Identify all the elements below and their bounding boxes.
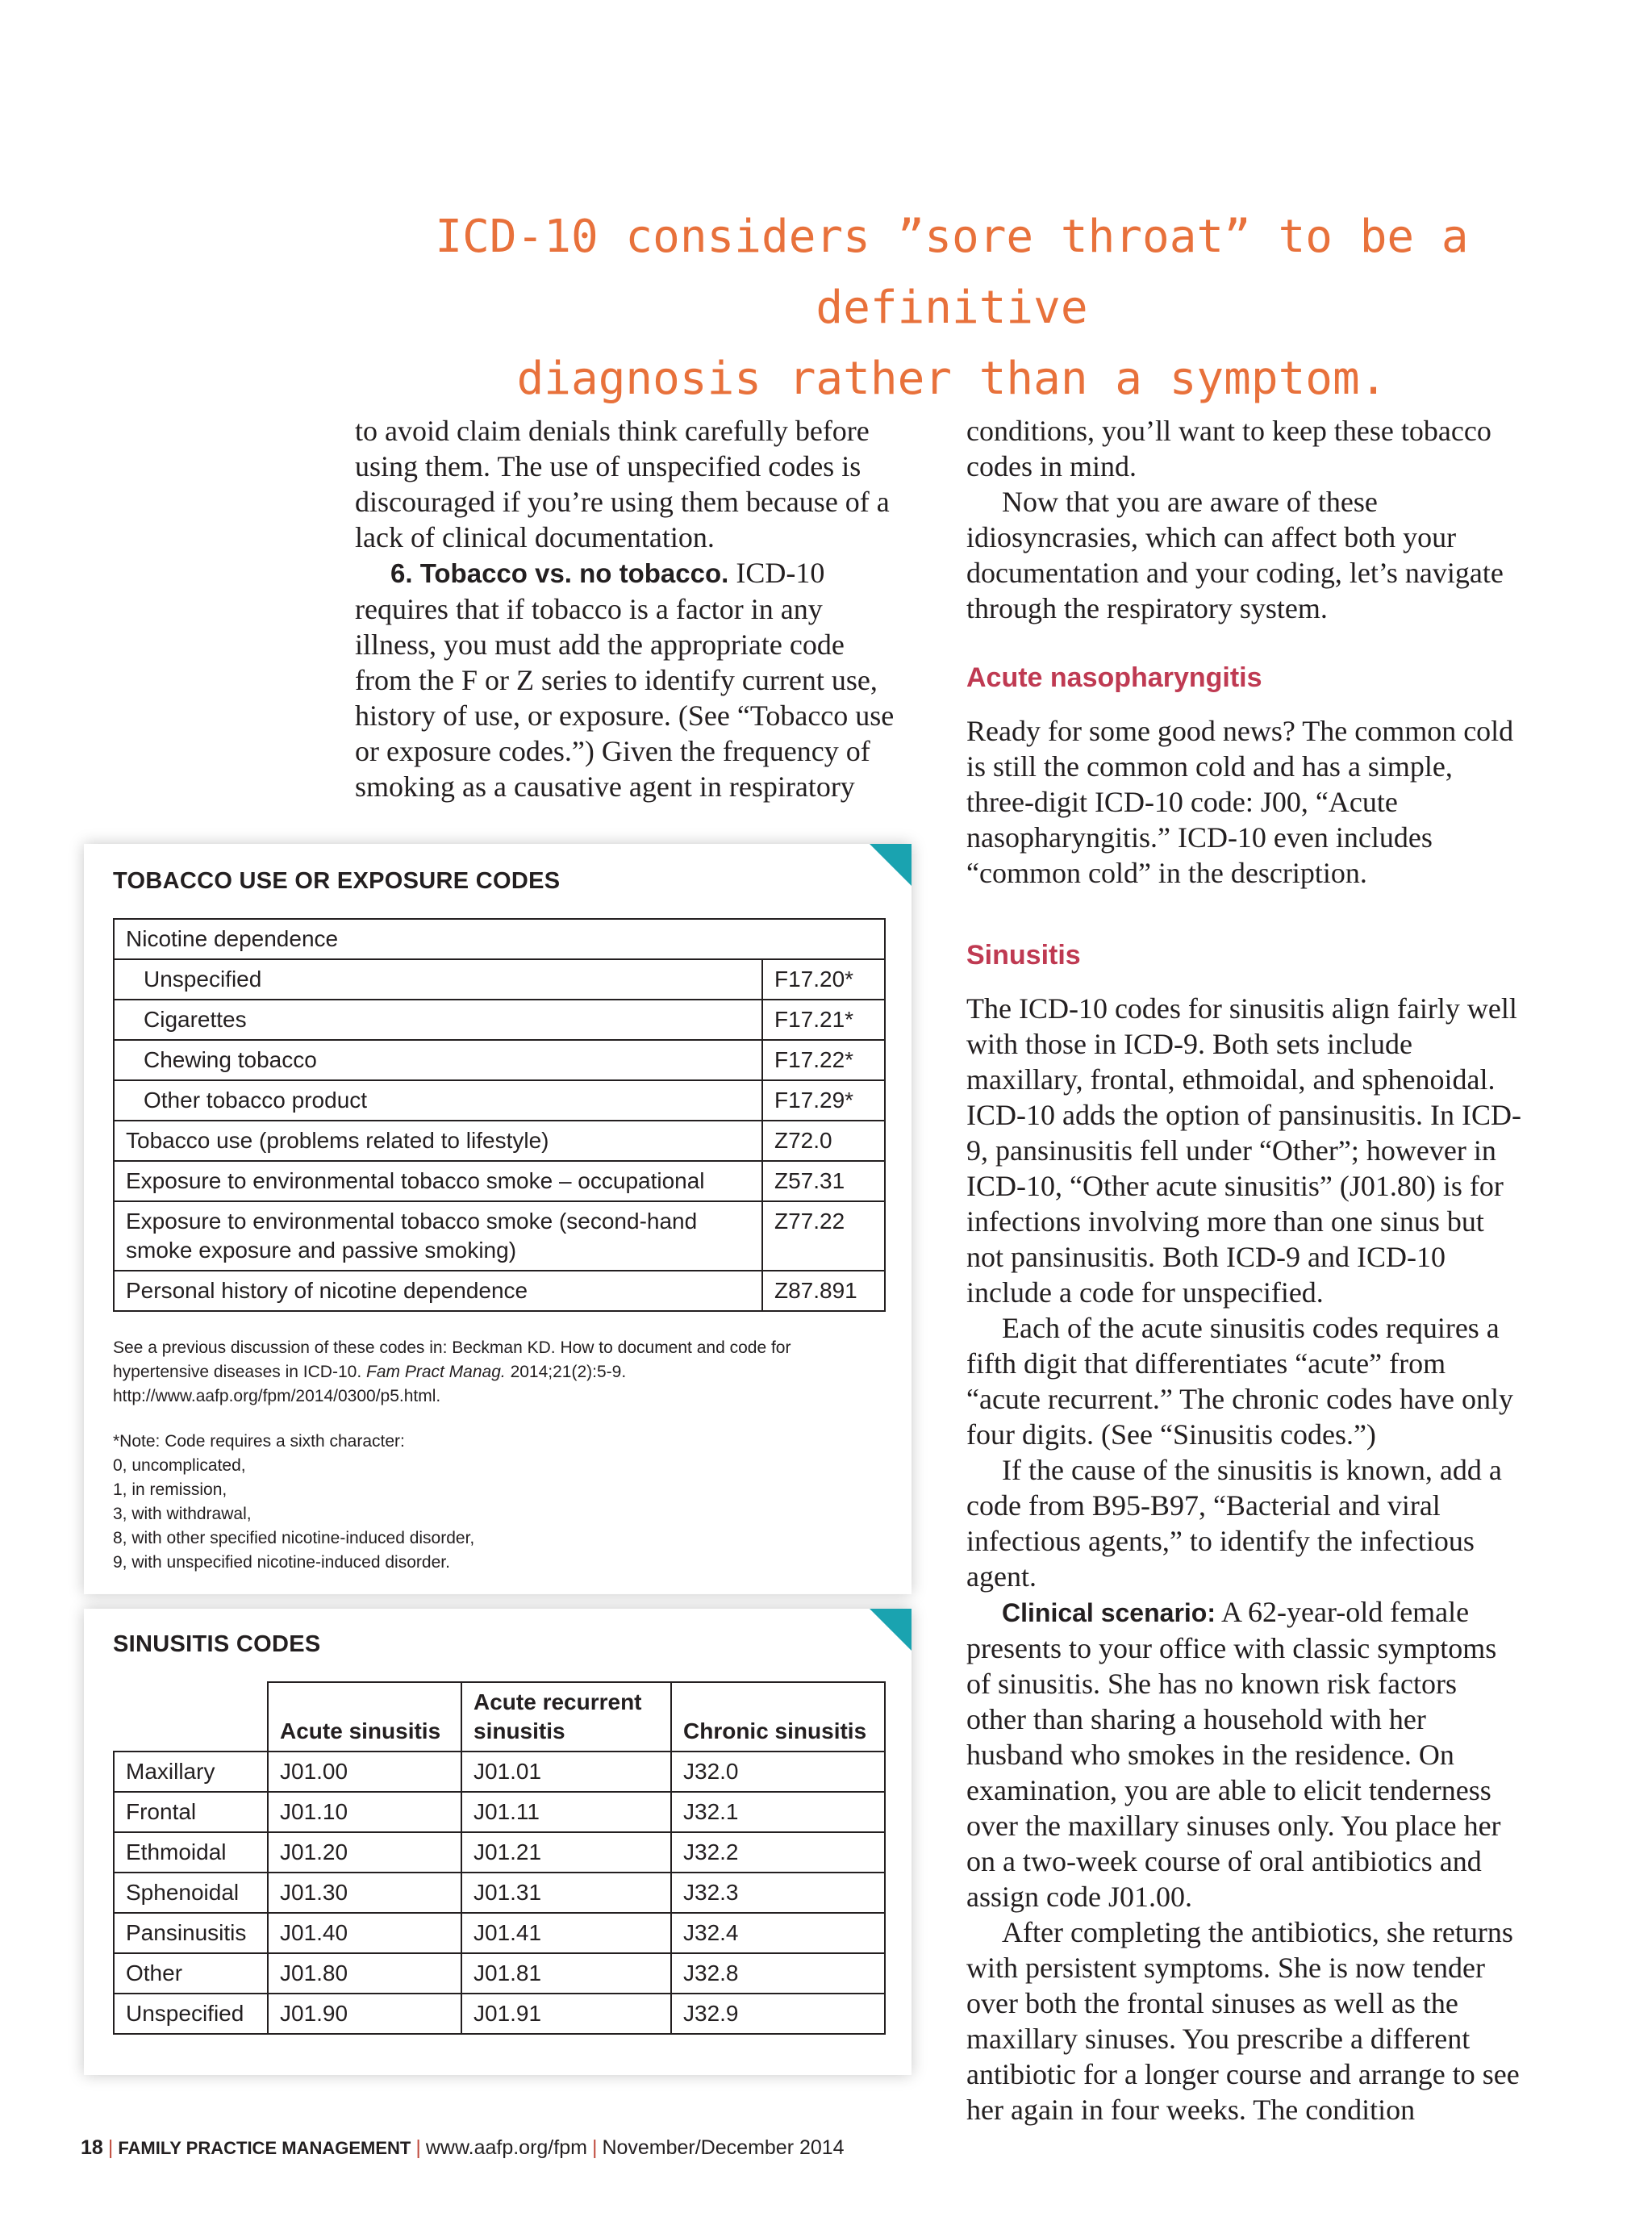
table-row: [114, 1040, 885, 1080]
table-cell: Pansinusitis: [114, 1913, 268, 1953]
paragraph: to avoid claim denials think carefully before using them. The use of unspecified codes is discouraged if you’re using them because of a lack of clinical documentation.: [355, 415, 890, 553]
table-cell: J32.3: [671, 1873, 885, 1913]
right-column: [966, 413, 1523, 2127]
note-item: 9, with unspecified nicotine-induced disorder.: [113, 1553, 450, 1572]
table-header-cell: Acute sinusitis: [268, 1682, 461, 1752]
table-cell: Unspecified: [114, 1994, 268, 2034]
table-cell: Unspecified: [114, 959, 762, 1000]
table-cell: J01.01: [461, 1752, 671, 1792]
pull-quote-line-2: diagnosis rather than a symptom.: [516, 353, 1387, 405]
table-cell: Z77.22: [762, 1201, 885, 1271]
paragraph: Ready for some good news? The common cold is still the common cold and has a simple, three-digit ICD-10 code: J00, “Acute nasopharyngitis.” ICD-10 even includes “common cold” in the description.: [966, 715, 1514, 889]
table-cell: J32.9: [671, 1994, 885, 2034]
table-header-cell: Chronic sinusitis: [671, 1682, 885, 1752]
table-cell: Other tobacco product: [114, 1080, 762, 1121]
page-number: 18: [81, 2136, 103, 2159]
table-cell: J01.00: [268, 1752, 461, 1792]
sixth-character-note: [113, 1430, 474, 1575]
sinusitis-codes-box: [84, 1609, 912, 2075]
table-row: [114, 1161, 885, 1201]
table-header-row: [114, 1682, 885, 1752]
table-row: [114, 1792, 885, 1832]
note-title: *Note: Code requires a sixth character:: [113, 1432, 405, 1451]
table-cell: J01.81: [461, 1953, 671, 1994]
journal-name: Fam Pract Manag.: [366, 1363, 506, 1381]
table-cell: Ethmoidal: [114, 1832, 268, 1873]
note-item: 1, in remission,: [113, 1480, 227, 1499]
table-cell: Z72.0: [762, 1121, 885, 1161]
table-cell: Cigarettes: [114, 1000, 762, 1040]
table-row: [114, 1832, 885, 1873]
table-row: [114, 1201, 885, 1271]
page-footer: [81, 2136, 845, 2160]
table-cell: F17.22*: [762, 1040, 885, 1080]
section-heading-nasopharyngitis: Acute nasopharyngitis: [966, 662, 1262, 693]
paragraph: Each of the acute sinusitis codes requires a fifth digit that differentiates “acute” from “acute recurrent.” The chronic codes have only four digits. (See “Sinusitis codes.”): [966, 1312, 1513, 1451]
table-row: [114, 919, 885, 959]
table-cell: Other: [114, 1953, 268, 1994]
table-cell: J32.1: [671, 1792, 885, 1832]
table-cell: J32.2: [671, 1832, 885, 1873]
paragraph: conditions, you’ll want to keep these tobacco codes in mind.: [966, 415, 1491, 482]
table-cell: J01.80: [268, 1953, 461, 1994]
table-cell: Exposure to environmental tobacco smoke – occupational: [114, 1161, 762, 1201]
note-item: 8, with other specified nicotine-induced disorder,: [113, 1529, 475, 1547]
paragraph: Now that you are aware of these idiosyncrasies, which can affect both your documentation and your coding, let’s navigate through the respiratory system.: [966, 486, 1504, 624]
reference-text: See a previous discussion of these codes in: Beckman KD. How to document and code for hypertensive diseases in ICD-10.: [113, 1338, 791, 1381]
paragraph-text: ICD-10 requires that if tobacco is a factor in any illness, you must add the appropriate code from the F or Z series to identify current use, history of use, or exposure. (See “Tobacco use or exposure codes.”) Given the frequency of smoking as a causative agent in respiratory: [355, 557, 895, 803]
table-header-cell: Acute recurrent sinusitis: [461, 1682, 671, 1752]
paragraph: [966, 1594, 1523, 1914]
table-row: [114, 1121, 885, 1161]
run-in-heading: Clinical scenario:: [1002, 1598, 1216, 1627]
table-cell: Exposure to environmental tobacco smoke (second-hand smoke exposure and passive smoking): [114, 1201, 762, 1271]
table-row: [114, 1994, 885, 2034]
table-row: [114, 1000, 885, 1040]
divider: |: [591, 2136, 598, 2159]
pull-quote: [355, 202, 1549, 415]
issue-date: November/December 2014: [602, 2136, 845, 2159]
paragraph: The ICD-10 codes for sinusitis align fairly well with those in ICD-9. Both sets include maxillary, frontal, ethmoidal, and sphenoidal. ICD-10 adds the option of pansinusitis. In ICD-9, pansinusitis fell under “Other”; however in ICD-10, “Other acute sinusitis” (J01.80) is for infections involving more than one sinus but not pansinusitis. Both ICD-9 and ICD-10 include a code for unspecified.: [966, 992, 1521, 1309]
table-row: [114, 1271, 885, 1311]
table-cell: J01.11: [461, 1792, 671, 1832]
table-cell: F17.29*: [762, 1080, 885, 1121]
reference-note: [113, 1336, 886, 1409]
table-cell: J01.41: [461, 1913, 671, 1953]
box-title: TOBACCO USE OR EXPOSURE CODES: [113, 868, 561, 894]
table-cell: J01.20: [268, 1832, 461, 1873]
paragraph-text: A 62-year-old female presents to your office with classic symptoms of sinusitis. She has no known risk factors other than sharing a household with her husband who smokes in the residence. On examination, you are able to elicit tenderness over the maxillary sinuses only. You place her on a two-week course of oral antibiotics and assign code J01.00.: [966, 1596, 1501, 1913]
sinusitis-codes-table: [113, 1681, 886, 2035]
table-cell: J01.10: [268, 1792, 461, 1832]
table-cell: Maxillary: [114, 1752, 268, 1792]
left-column: [355, 413, 905, 804]
table-cell: Personal history of nicotine dependence: [114, 1271, 762, 1311]
table-row: [114, 1080, 885, 1121]
table-cell: Z57.31: [762, 1161, 885, 1201]
table-cell: Nicotine dependence: [114, 919, 885, 959]
magazine-name: FAMILY PRACTICE MANAGEMENT: [118, 2138, 411, 2158]
table-cell: J32.0: [671, 1752, 885, 1792]
table-cell: J01.30: [268, 1873, 461, 1913]
table-cell: J32.8: [671, 1953, 885, 1994]
table-cell: F17.20*: [762, 959, 885, 1000]
divider: |: [107, 2136, 114, 2159]
corner-accent: [870, 844, 912, 886]
table-cell: J01.31: [461, 1873, 671, 1913]
reference-text: 2014;21(2):5-9. http://www.aafp.org/fpm/2014/0300/p5.html.: [113, 1363, 627, 1405]
table-cell: Tobacco use (problems related to lifestyle): [114, 1121, 762, 1161]
table-cell: J32.4: [671, 1913, 885, 1953]
table-cell: J01.91: [461, 1994, 671, 2034]
box-title: SINUSITIS CODES: [113, 1631, 321, 1657]
table-cell: F17.21*: [762, 1000, 885, 1040]
note-item: 0, uncomplicated,: [113, 1456, 246, 1475]
table-cell: Chewing tobacco: [114, 1040, 762, 1080]
section-heading-sinusitis: Sinusitis: [966, 940, 1081, 971]
table-cell: J01.40: [268, 1913, 461, 1953]
table-row: [114, 1953, 885, 1994]
table-row: [114, 959, 885, 1000]
footer-url[interactable]: www.aafp.org/fpm: [425, 2136, 587, 2159]
table-row: [114, 1913, 885, 1953]
paragraph: After completing the antibiotics, she returns with persistent symptoms. She is now tender over both the frontal sinuses as well as the maxillary sinuses. You prescribe a different antibiotic for a longer course and arrange to see her again in four weeks. The condition: [966, 1916, 1520, 2126]
note-item: 3, with withdrawal,: [113, 1505, 252, 1523]
tobacco-codes-table: [113, 918, 886, 1312]
table-row: [114, 1873, 885, 1913]
table-row: [114, 1752, 885, 1792]
table-cell: J01.90: [268, 1994, 461, 2034]
paragraph: [355, 555, 905, 804]
table-cell: J01.21: [461, 1832, 671, 1873]
table-cell: Frontal: [114, 1792, 268, 1832]
corner-accent: [870, 1609, 912, 1651]
paragraph: If the cause of the sinusitis is known, add a code from B95-B97, “Bacterial and viral infectious agents,” to identify the infectious agent.: [966, 1454, 1502, 1593]
pull-quote-line-1: ICD-10 considers ”sore throat” to be a definitive: [435, 211, 1469, 334]
table-cell: Sphenoidal: [114, 1873, 268, 1913]
run-in-heading: 6. Tobacco vs. no tobacco.: [390, 558, 729, 588]
divider: |: [415, 2136, 421, 2159]
tobacco-codes-box: [84, 844, 912, 1594]
table-cell: Z87.891: [762, 1271, 885, 1311]
table-header-cell: [114, 1682, 268, 1752]
